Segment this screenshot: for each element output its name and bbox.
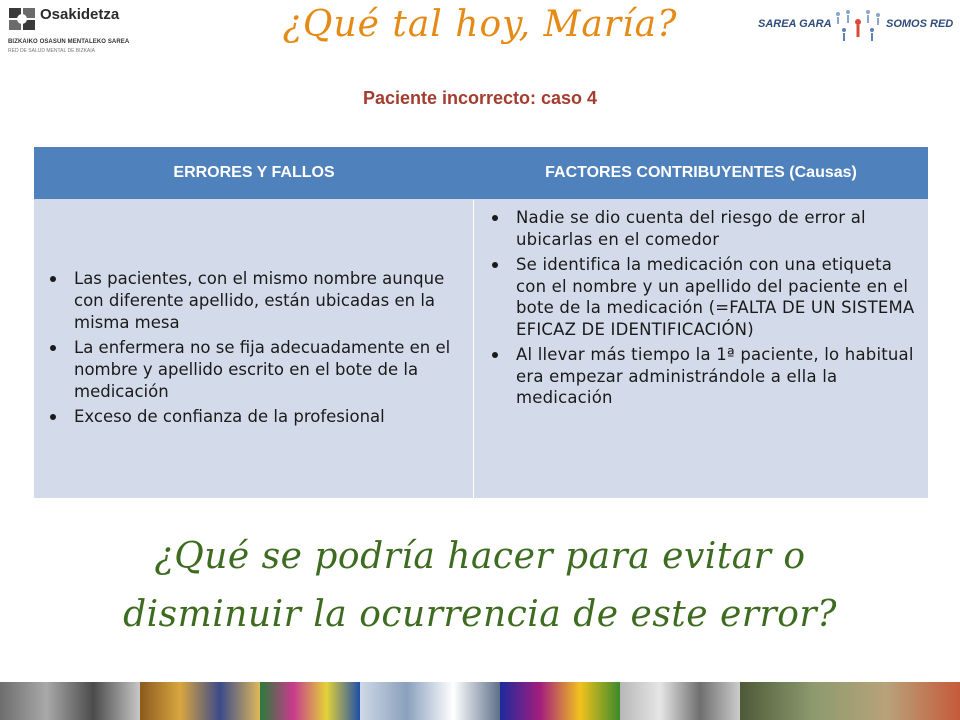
sarea-gara-text: SAREA GARA bbox=[758, 18, 832, 30]
people-network-icon bbox=[828, 6, 888, 46]
list-item: La enfermera no se fija adecuadamente en el nombre y apellido escrito en el bote de la medicación bbox=[46, 337, 465, 403]
list-item: Se identifica la medicación con una etiqueta con el nombre y un apellido del paciente en el bote de la medicación (=FALTA DE UN SISTEMA EFICAZ DE IDENTIFICACIÓN) bbox=[488, 254, 922, 340]
somos-red-text: SOMOS RED bbox=[886, 18, 954, 30]
page-title: ¿Qué tal hoy, María? bbox=[282, 4, 678, 45]
header-errors: ERRORES Y FALLOS bbox=[173, 164, 335, 181]
errors-factors-table bbox=[34, 147, 928, 498]
logo-subtitle-spanish: RED DE SALUD MENTAL DE BIZKAIA bbox=[8, 48, 95, 54]
table-header bbox=[34, 147, 928, 199]
case-subtitle: Paciente incorrecto: caso 4 bbox=[362, 88, 598, 108]
list-item: Al llevar más tiempo la 1ª paciente, lo habitual era empezar administrándole a ella la medicación bbox=[488, 344, 922, 409]
photo-tile bbox=[360, 682, 500, 720]
list-item: Nadie se dio cuenta del riesgo de error al ubicarlas en el comedor bbox=[488, 207, 922, 250]
photo-tile bbox=[0, 682, 140, 720]
photo-tile bbox=[500, 682, 620, 720]
list-item: Las pacientes, con el mismo nombre aunque con diferente apellido, están ubicadas en la misma mesa bbox=[46, 268, 465, 334]
photo-tile bbox=[260, 682, 360, 720]
table-body bbox=[34, 200, 928, 498]
header-factors: FACTORES CONTRIBUYENTES (Causas) bbox=[545, 164, 857, 181]
photo-tile bbox=[140, 682, 260, 720]
photo-strip-banner bbox=[0, 682, 960, 720]
sarea-gara-logo bbox=[750, 6, 960, 46]
errors-list bbox=[46, 268, 465, 431]
logo-name: Osakidetza bbox=[40, 6, 120, 23]
photo-tile bbox=[620, 682, 740, 720]
reflection-question: ¿Qué se podría hacer para evitar o disminuir la ocurrencia de este error? bbox=[123, 536, 837, 635]
logo-subtitle-basque: BIZKAIKO OSASUN MENTALEKO SAREA bbox=[8, 39, 130, 45]
osakidetza-logo bbox=[6, 4, 146, 64]
photo-tile bbox=[740, 682, 960, 720]
factors-cell bbox=[474, 200, 928, 498]
list-item: Exceso de confianza de la profesional bbox=[46, 406, 465, 428]
factors-list bbox=[488, 207, 922, 409]
osakidetza-logo-icon bbox=[8, 6, 38, 32]
errors-cell bbox=[34, 200, 474, 498]
